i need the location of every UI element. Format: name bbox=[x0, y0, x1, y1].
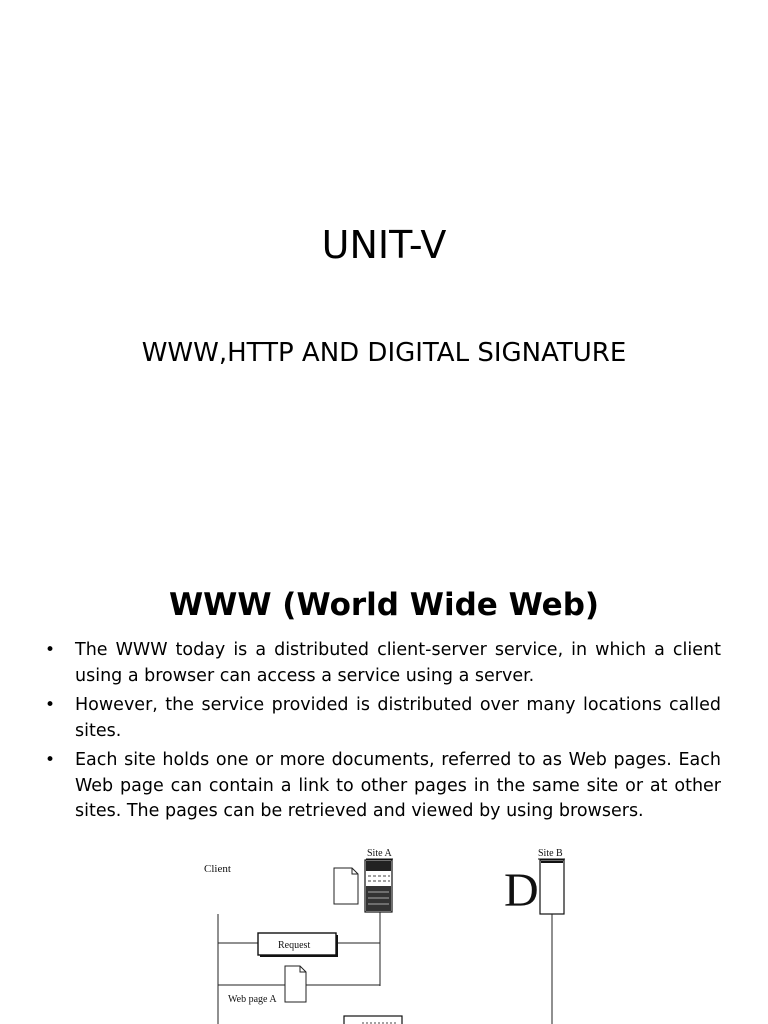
bullet-list bbox=[45, 638, 721, 829]
server-icon bbox=[540, 860, 564, 914]
bullet-item bbox=[45, 638, 721, 689]
slide-subtitle: WWW,HTTP AND DIGITAL SIGNATURE bbox=[141, 338, 627, 368]
partial-box bbox=[344, 1016, 402, 1024]
web-page-a-label: Web page A bbox=[228, 994, 277, 1005]
bullet-icon: • bbox=[45, 750, 56, 770]
bullet-icon: • bbox=[45, 695, 56, 715]
document-icon bbox=[334, 868, 358, 904]
server-icon bbox=[365, 860, 392, 912]
request-label: Request bbox=[278, 940, 311, 951]
site-b-glyph: D bbox=[504, 864, 539, 917]
bullet-icon: • bbox=[45, 640, 56, 660]
client-server-diagram bbox=[0, 836, 768, 1024]
document-icon bbox=[285, 966, 306, 1002]
bullet-text: The WWW today is a distributed client-server service, in which a client using a browser can access a service using a server. bbox=[75, 640, 721, 686]
slide-title: UNIT-V bbox=[321, 223, 447, 267]
diagram-svg bbox=[0, 836, 768, 1024]
bullet-item bbox=[45, 748, 721, 825]
client-label: Client bbox=[204, 863, 231, 875]
bullet-item bbox=[45, 693, 721, 744]
section-title: WWW (World Wide Web) bbox=[168, 587, 600, 623]
site-a-label: Site A bbox=[367, 848, 392, 859]
bullet-text: However, the service provided is distributed over many locations called sites. bbox=[75, 695, 721, 741]
bullet-text: Each site holds one or more documents, referred to as Web pages. Each Web page can contain a link to other pages in the same site or at other sites. The pages can be retrieved and viewed by using browsers. bbox=[75, 750, 721, 821]
site-b-label: Site B bbox=[538, 848, 563, 859]
